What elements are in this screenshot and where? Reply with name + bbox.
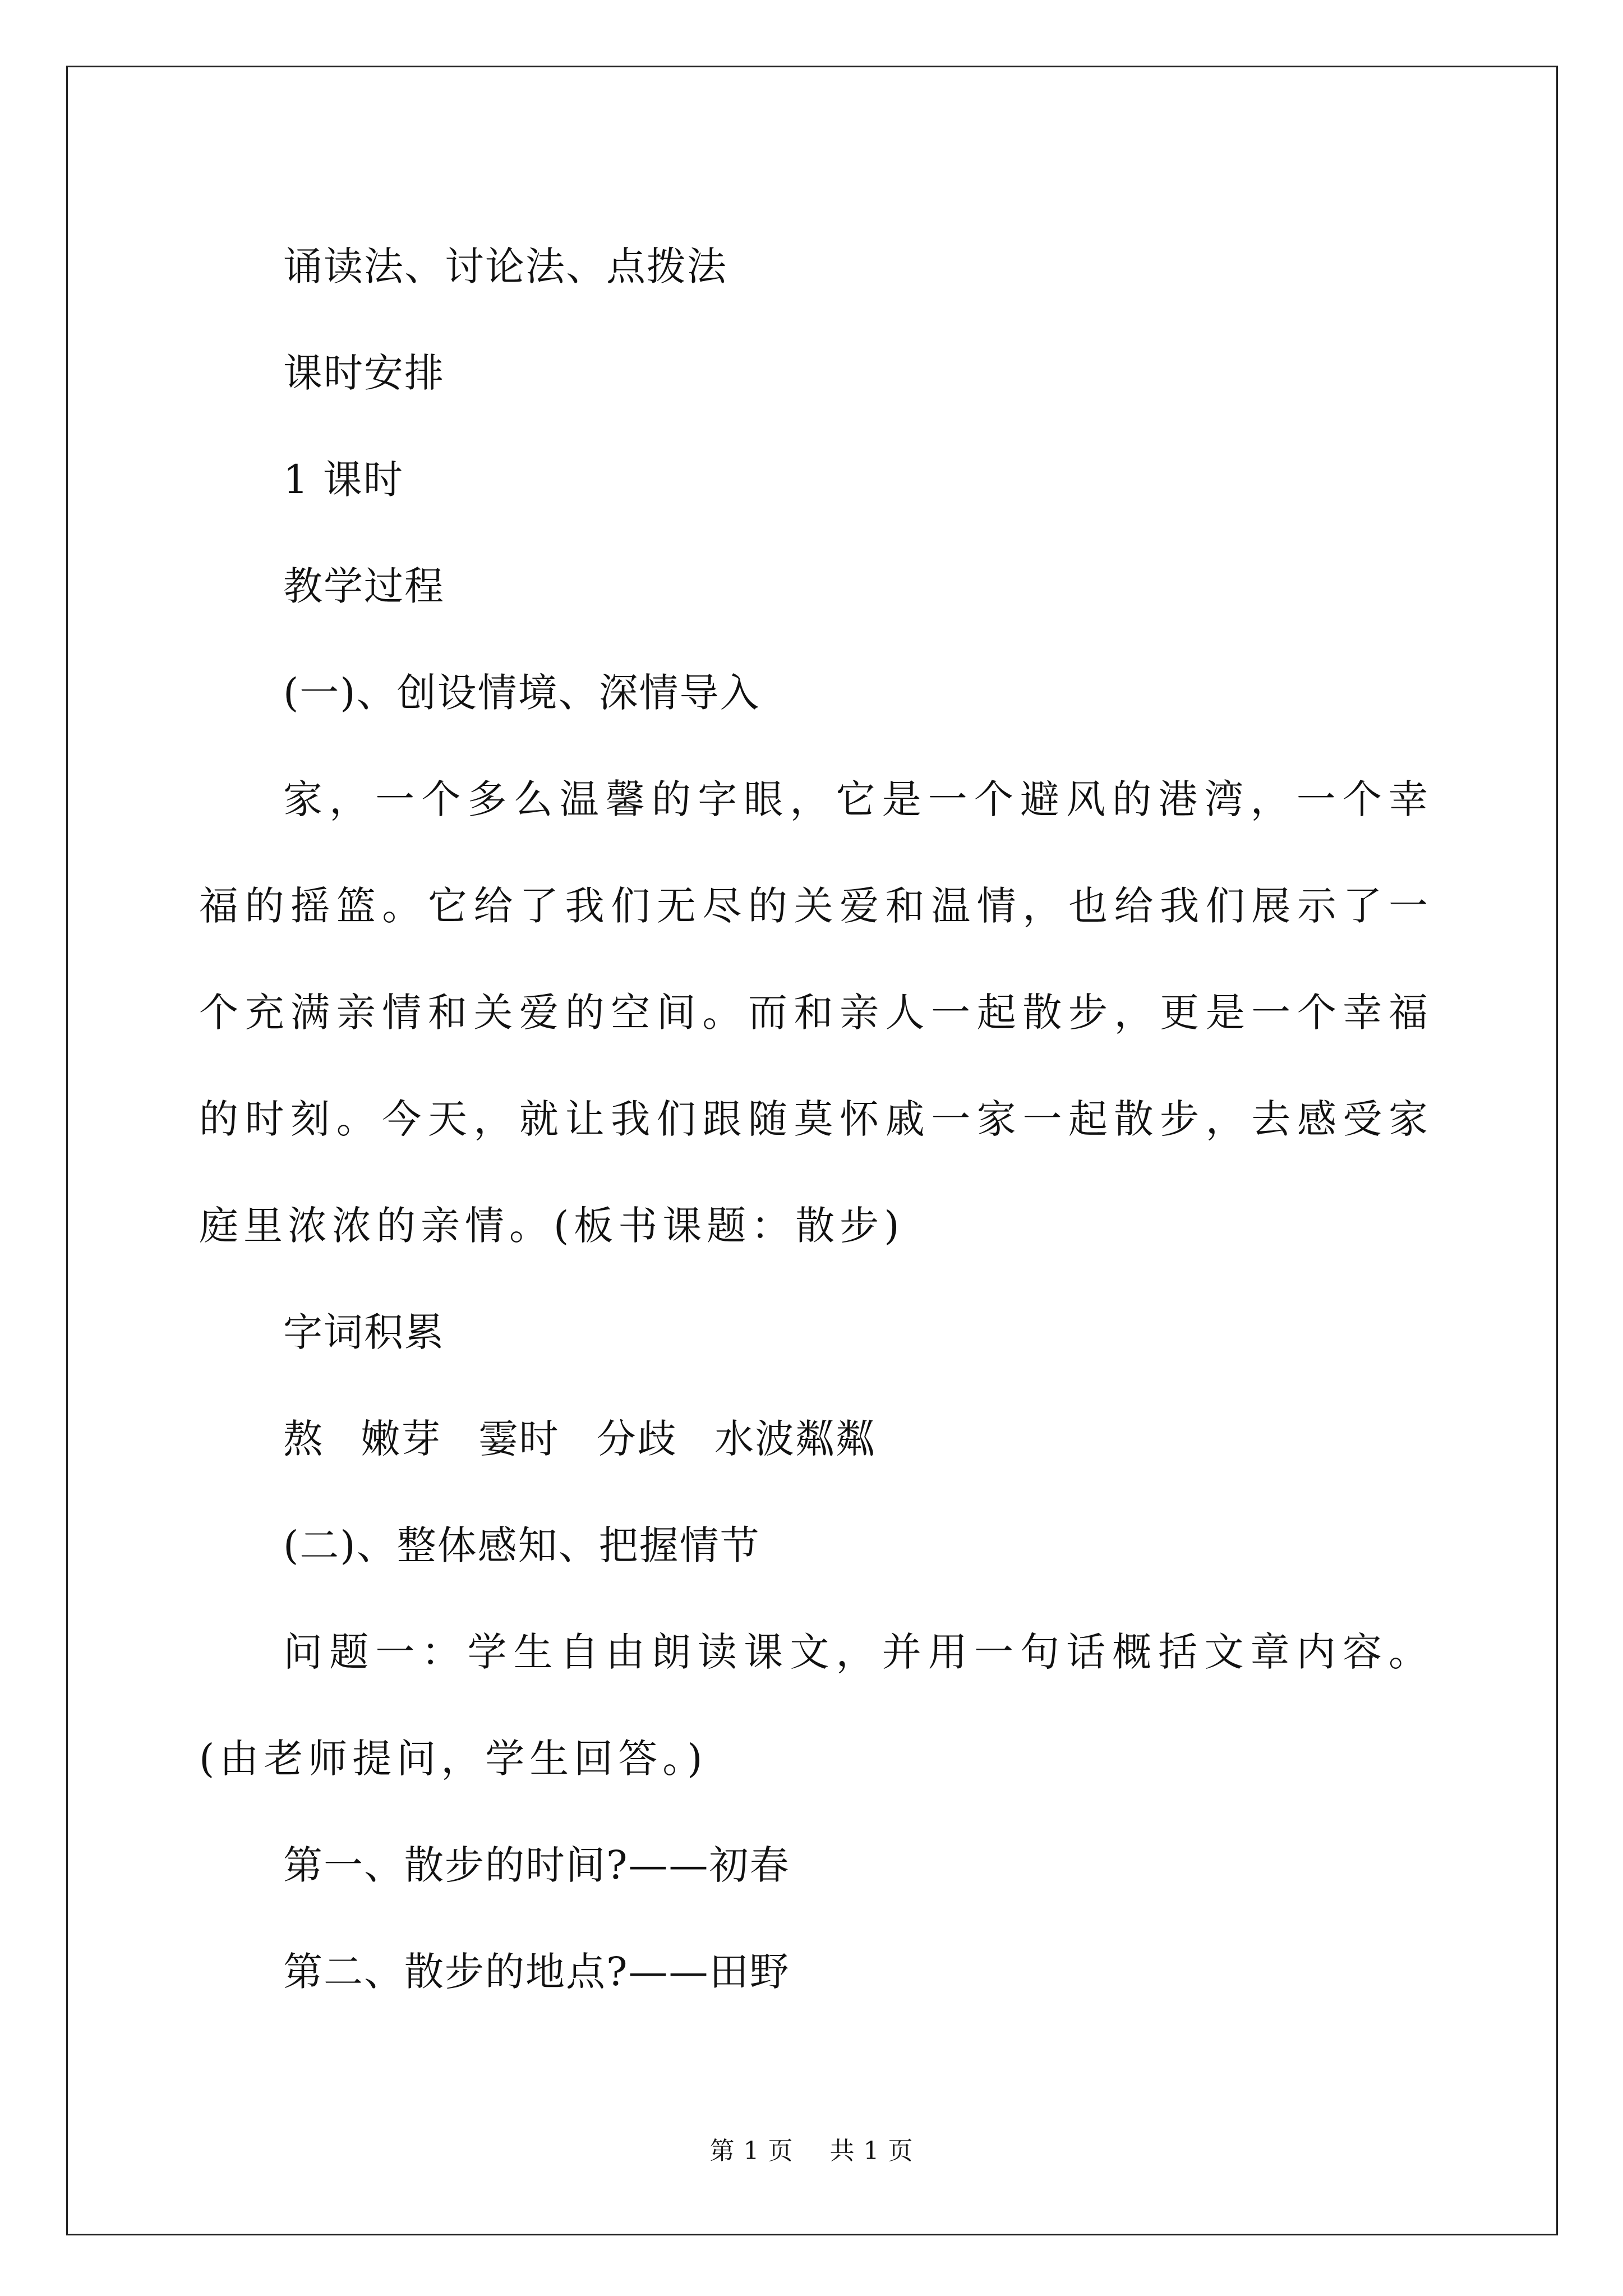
vocab-word: 水波粼粼 [714, 1416, 877, 1462]
vocab-word: 分歧 [596, 1416, 677, 1462]
answer-place-line: 第二、散步的地点?——田野 [283, 1949, 790, 1995]
question-paragraph: 问题一：学生自由朗读课文，并用一句话概括文章内容。(由老师提问，学生回答。) [199, 1629, 1433, 1782]
page-number: 第 1 页 [709, 2137, 794, 2165]
page-footer [0, 2131, 1623, 2166]
intro-paragraph: 家，一个多么温馨的字眼，它是一个避风的港湾，一个幸福的摇篮。它给了我们无尽的关爱和温情，也给我们展示了一个充满亲情和关爱的空间。而和亲人一起散步，更是一个幸福的时刻。今天，就让我们跟随莫怀戚一家一起散步，去感受家庭里浓浓的亲情。(板书课题：散步) [199, 776, 1433, 1249]
section-one-heading: (一)、创设情境、深情导入 [283, 670, 760, 716]
vocab-word: 霎时 [478, 1416, 560, 1462]
document-body [199, 213, 1433, 2025]
answer-time-line: 第一、散步的时间?——初春 [283, 1842, 790, 1888]
class-schedule-heading: 课时安排 [283, 350, 445, 396]
page-total: 共 1 页 [829, 2137, 914, 2165]
vocab-word: 熬 [283, 1416, 324, 1462]
vocab-heading: 字词积累 [283, 1309, 445, 1355]
teaching-process-heading: 教学过程 [283, 563, 445, 609]
vocab-word: 嫩芽 [361, 1416, 442, 1462]
teaching-method-line: 诵读法、讨论法、点拨法 [283, 243, 727, 289]
class-hour-line: 1 课时 [283, 457, 404, 503]
section-two-heading: (二)、整体感知、把握情节 [283, 1522, 760, 1568]
vocab-list [199, 1386, 1433, 1492]
